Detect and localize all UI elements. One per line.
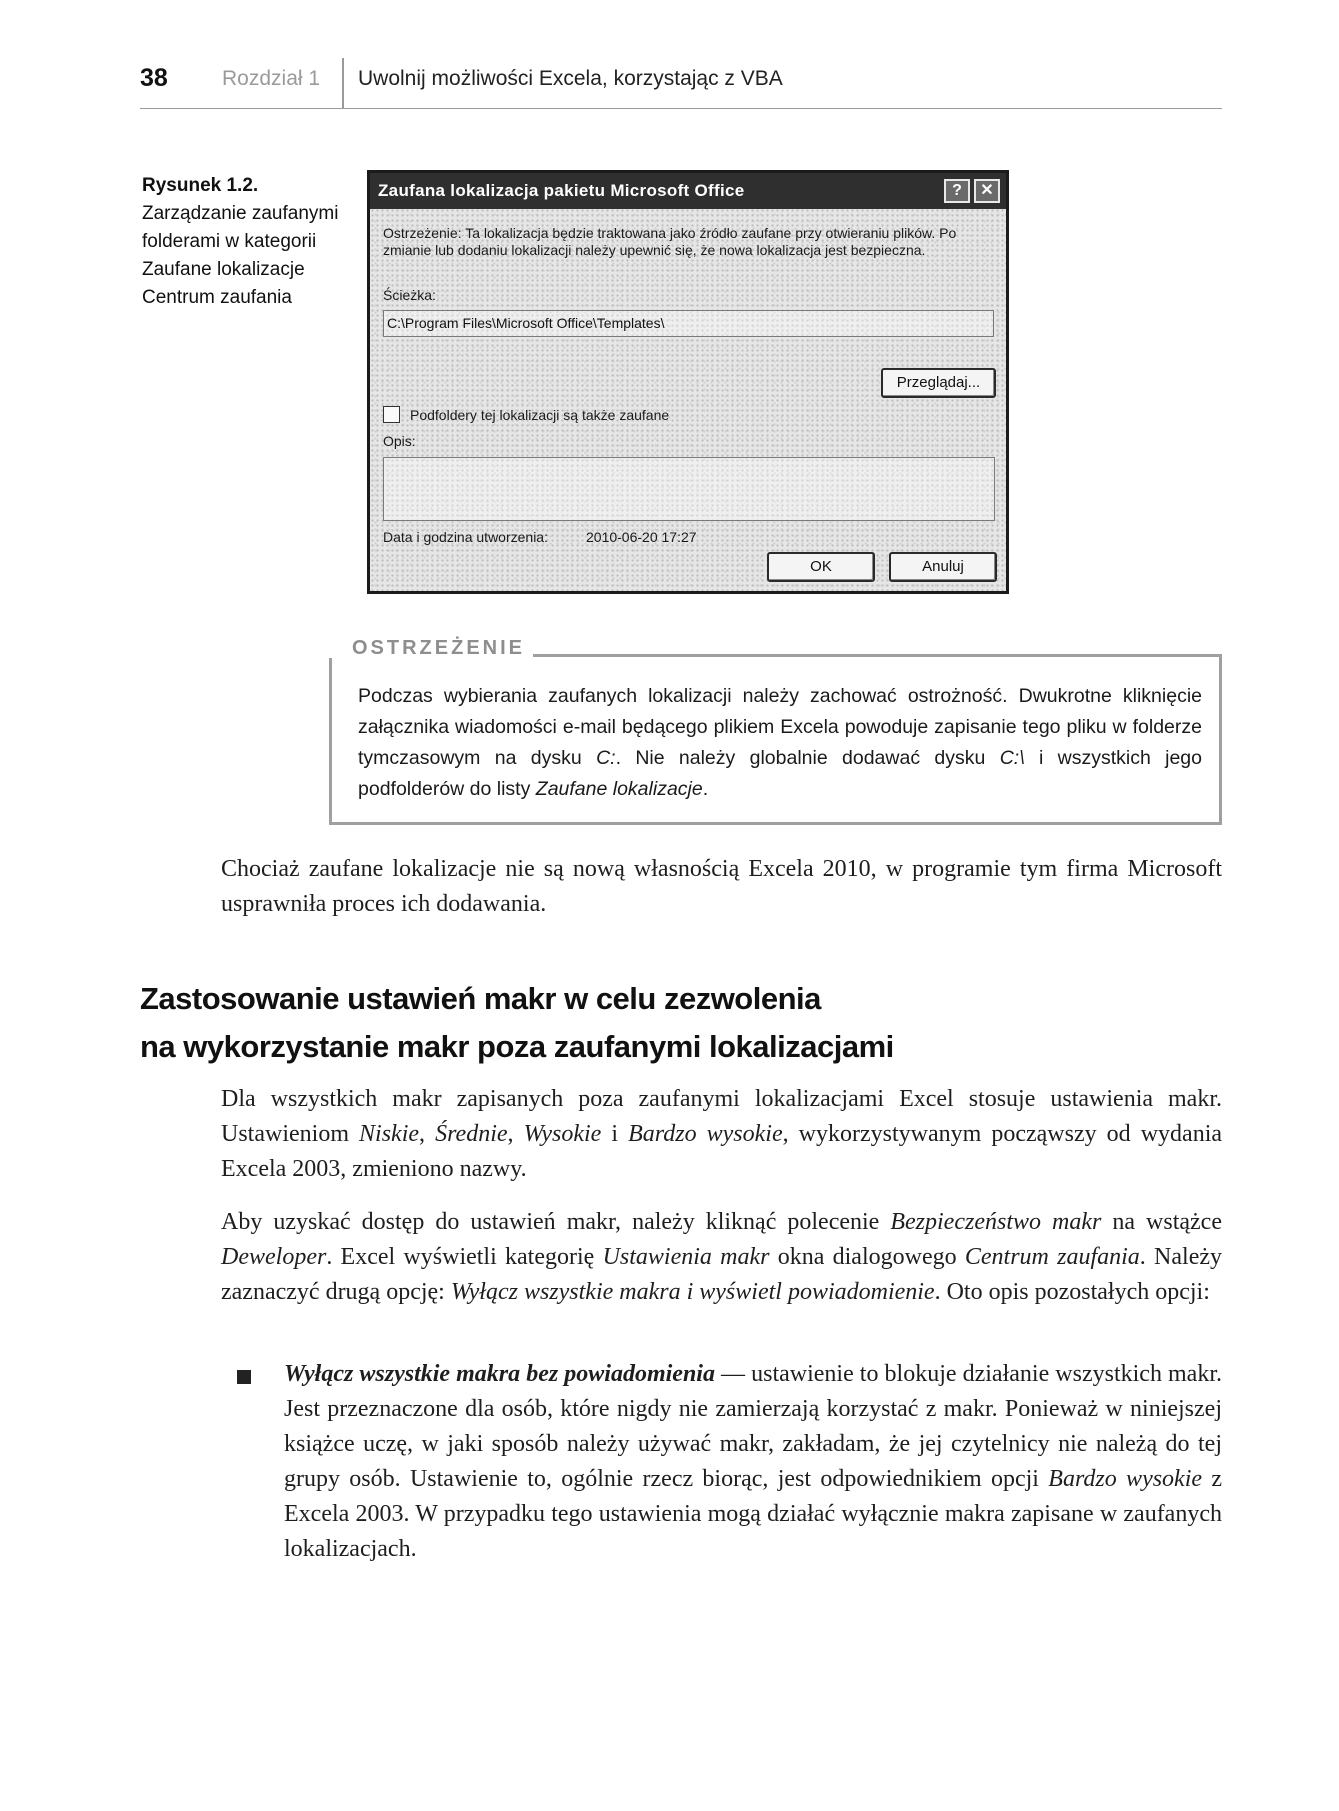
- dialog-title: Zaufana lokalizacja pakietu Microsoft Office: [378, 181, 745, 200]
- warning-list-name: Zaufane lokalizacje: [535, 778, 703, 800]
- setting-name: Bardzo wysokie: [628, 1121, 783, 1147]
- warning-text-part: i wszystkich jego podfolderów do listy: [358, 747, 1202, 800]
- chapter-label: Rozdział 1: [222, 67, 321, 90]
- warning-drive: C:\: [999, 747, 1025, 769]
- subfolders-label: Podfoldery tej lokalizacji są także zaufane: [410, 407, 670, 423]
- warning-box: [329, 637, 1222, 825]
- cancel-button[interactable]: Anuluj: [889, 552, 997, 582]
- heading-line: na wykorzystanie makr poza zaufanymi lokalizacjami: [140, 1029, 894, 1064]
- section-heading: [140, 975, 1220, 1071]
- setting-name: Wysokie: [523, 1121, 602, 1147]
- figure-label: Rysunek 1.2.: [142, 175, 259, 196]
- text-run: . Excel wyświetli kategorię: [326, 1244, 603, 1270]
- browse-button[interactable]: Przeglądaj...: [881, 368, 996, 398]
- bullet-square: [237, 1370, 251, 1384]
- text-run: okna dialogowego: [769, 1244, 965, 1270]
- running-title: Uwolnij możliwości Excela, korzystając z VBA: [358, 67, 783, 90]
- text-run: Dla wszystkich makr zapisanych poza zaufanymi lokalizacjami Excel stosuje ustawienia makr. Ustawieniom: [221, 1086, 1222, 1147]
- warning-drive: C:: [596, 747, 616, 769]
- warning-box-title: OSTRZEŻENIE: [344, 637, 533, 660]
- text-run: na wstążce: [1101, 1209, 1222, 1235]
- option-name: Wyłącz wszystkie makra i wyświetl powiadomienie: [450, 1279, 935, 1305]
- dialog-warning-text: Ostrzeżenie: Ta lokalizacja będzie traktowana jako źródło zaufane przy otwieraniu plików. Po zmianie lub dodaniu lokalizacji należy upewnić się, że nowa lokalizacja jest bezpieczna.: [383, 225, 957, 258]
- dialog-titlebar: [370, 173, 1006, 209]
- text-run: — ustawienie to blokuje działanie wszystkich makr. Jest przeznaczone dla osób, które nigdy nie zamierzają korzystać z makr. Ponieważ w niniejszej książce uczę, w jaki sposób należy używać makr, zakładam, że jej czytelnicy nie należą do tej grupy osób. Ustawienie to, ogólnie rzecz biorąc, jest odpowiednikiem opcji: [284, 1361, 1222, 1492]
- setting-name: Bardzo wysokie: [1048, 1466, 1203, 1492]
- description-textarea[interactable]: [383, 457, 995, 521]
- path-label: Ścieżka:: [383, 287, 436, 303]
- category-name: Ustawienia makr: [602, 1244, 770, 1270]
- warning-text-part: Podczas wybierania zaufanych lokalizacji należy zachować ostrożność. Dwukrotne kliknięcie załącznika wiadomości e-mail będącego plikiem Excela powoduje zapisanie tego pliku w folderze tymczasowym na dysku: [358, 685, 1202, 769]
- ribbon-name: Deweloper: [221, 1244, 327, 1270]
- page-number: 38: [140, 64, 168, 92]
- close-icon[interactable]: ✕: [974, 179, 1000, 203]
- paragraph: Chociaż zaufane lokalizacje nie są nową własnością Excela 2010, w programie tym firma Microsoft usprawniła proces ich dodawania.: [221, 856, 1222, 917]
- paragraph: [221, 1082, 1222, 1187]
- text-run: . Oto opis pozostałych opcji:: [934, 1279, 1210, 1305]
- text-run: ,: [507, 1121, 524, 1147]
- heading-line: Zastosowanie ustawień makr w celu zezwolenia: [140, 981, 821, 1016]
- warning-text-part: . Nie należy globalnie dodawać dysku: [615, 747, 1000, 769]
- command-name: Bezpieczeństwo makr: [890, 1209, 1102, 1235]
- option-term: Wyłącz wszystkie makra bez powiadomienia: [284, 1361, 715, 1387]
- text-run: , wykorzystywanym począwszy od wydania Excela 2003, zmieniono nazwy.: [221, 1121, 1223, 1182]
- setting-name: Niskie: [359, 1121, 420, 1147]
- trusted-location-dialog: [367, 170, 1009, 594]
- created-label: Data i godzina utworzenia:: [383, 529, 548, 545]
- subfolders-checkbox[interactable]: [383, 406, 400, 423]
- page-header: [140, 62, 1222, 109]
- ok-button[interactable]: OK: [767, 552, 875, 582]
- warning-box-text: [358, 681, 1202, 805]
- figure-caption-text: Zarządzanie zaufanymi folderami w kategorii Zaufane lokalizacje Centrum zaufania: [142, 203, 339, 308]
- path-input[interactable]: C:\Program Files\Microsoft Office\Templates\: [383, 310, 994, 337]
- dialog-name: Centrum zaufania: [964, 1244, 1140, 1270]
- warning-text-part: .: [702, 778, 709, 800]
- setting-name: Średnie: [435, 1121, 508, 1147]
- created-value: 2010-06-20 17:27: [586, 529, 697, 545]
- header-divider: [342, 58, 344, 108]
- list-item: [284, 1357, 1222, 1567]
- text-run: Aby uzyskać dostęp do ustawień makr, należy kliknąć polecenie: [221, 1209, 891, 1235]
- figure-caption: [142, 172, 342, 312]
- text-run: . Należy zaznaczyć drugą opcję:: [221, 1244, 1223, 1305]
- text-run: z Excela 2003. W przypadku tego ustawienia mogą działać wyłącznie makra zapisane w zaufanych lokalizacjach.: [284, 1466, 1223, 1562]
- text-run: i: [601, 1121, 629, 1147]
- text-run: ,: [419, 1121, 436, 1147]
- paragraph: [221, 1205, 1222, 1310]
- help-icon[interactable]: ?: [944, 179, 970, 203]
- description-label: Opis:: [383, 433, 416, 449]
